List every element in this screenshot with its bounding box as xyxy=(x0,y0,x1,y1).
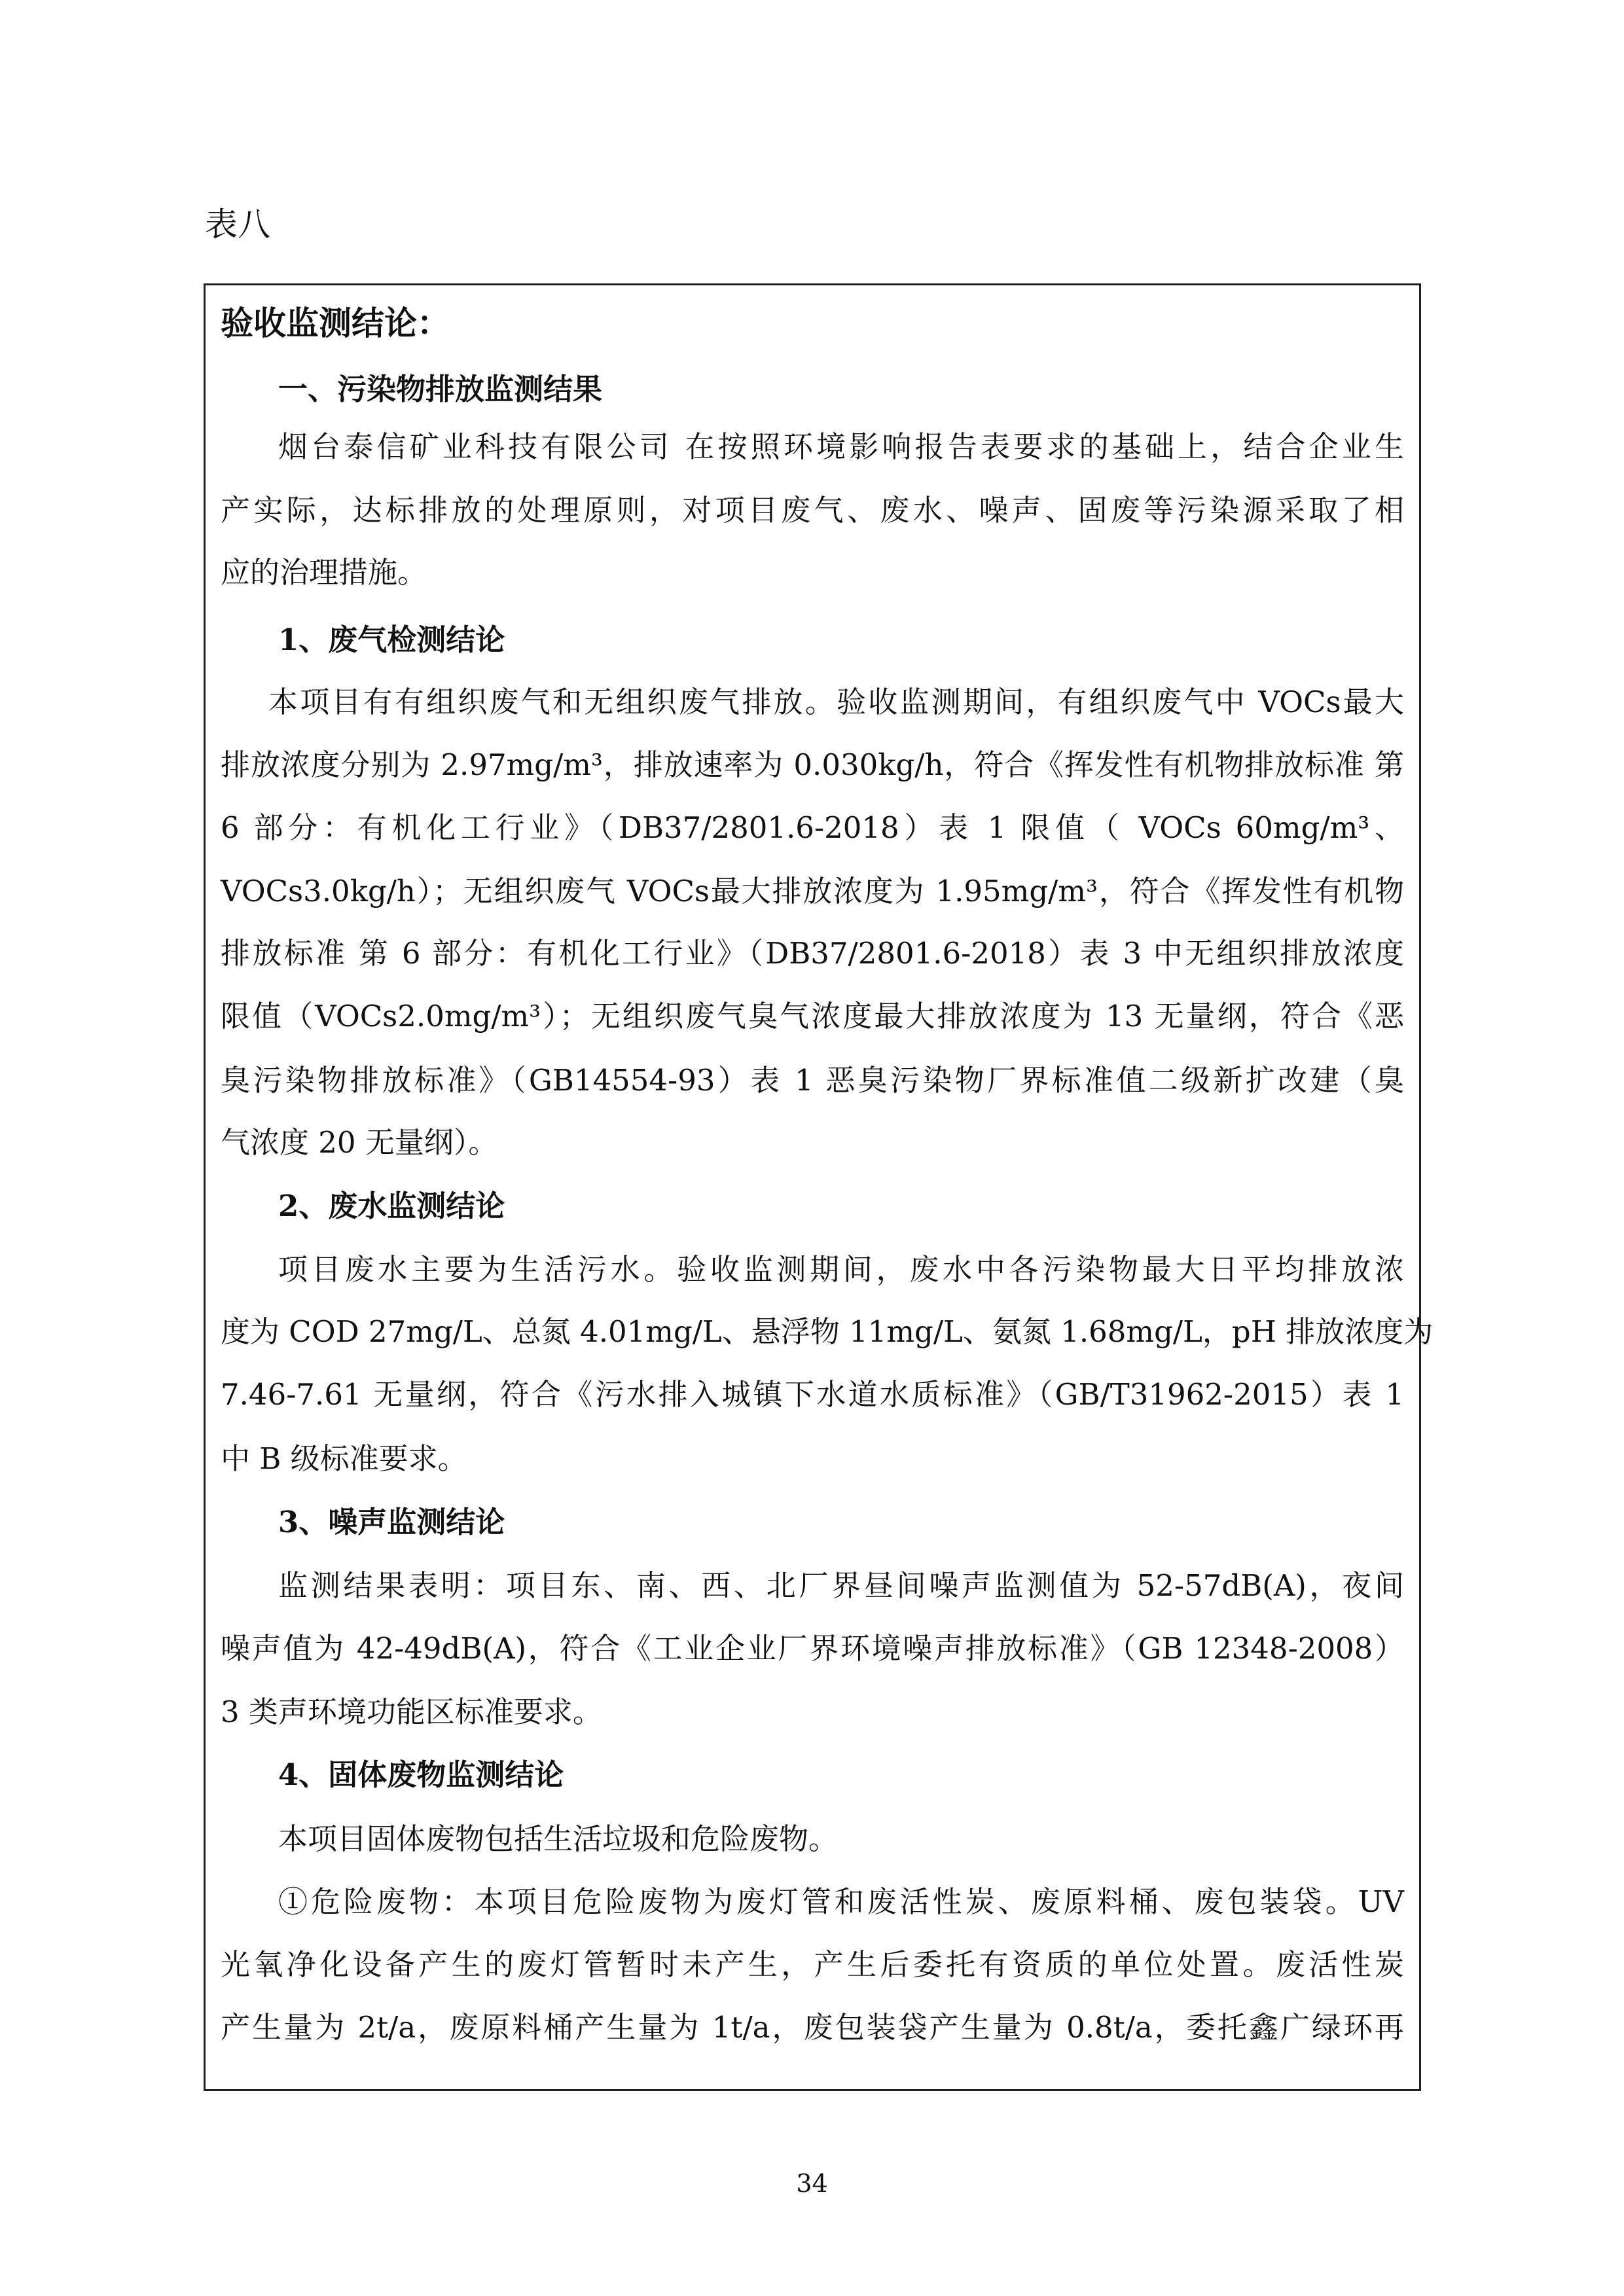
gas-line: 排放浓度分别为 2.97mg/m³，排放速率为 0.030kg/h，符合《挥发性有机物排放标准 第 xyxy=(221,747,1404,782)
gas-line: 限值（VOCs2.0mg/m³）；无组织废气臭气浓度最大排放浓度为 13 无量纲，符合《恶 xyxy=(221,999,1404,1033)
solid-line: 光氧净化设备产生的废灯管暂时未产生，产生后委托有资质的单位处置。废活性炭 xyxy=(221,1947,1404,1982)
solid-line: 产生量为 2t/a，废原料桶产生量为 1t/a，废包装袋产生量为 0.8t/a，委托鑫广绿环再 xyxy=(221,2010,1404,2045)
gas-line: 排放标准 第 6 部分：有机化工行业》（DB37/2801.6-2018）表 3 中无组织排放浓度 xyxy=(221,936,1404,971)
water-heading: 2、废水监测结论 xyxy=(278,1189,505,1223)
noise-line: 监测结果表明：项目东、南、西、北厂界昼间噪声监测值为 52-57dB(A)，夜间 xyxy=(278,1568,1404,1603)
solid-heading: 4、固体废物监测结论 xyxy=(278,1757,564,1792)
gas-line: VOCs3.0kg/h）；无组织废气 VOCs最大排放浓度为 1.95mg/m³，符合《挥发性有机物 xyxy=(221,874,1404,908)
gas-line: 臭污染物排放标准》（GB14554-93）表 1 恶臭污染物厂界标准值二级新扩改建（臭 xyxy=(221,1063,1404,1098)
intro-line: 烟台泰信矿业科技有限公司 在按照环境影响报告表要求的基础上，结合企业生 xyxy=(278,429,1404,464)
water-line: 项目废水主要为生活污水。验收监测期间，废水中各污染物最大日平均排放浓 xyxy=(278,1252,1404,1287)
solid-line: 本项目固体废物包括生活垃圾和危险废物。 xyxy=(278,1821,839,1856)
gas-line: 6 部分：有机化工行业》（DB37/2801.6-2018）表 1 限值（ VOCs 60mg/m³、 xyxy=(221,810,1404,845)
noise-line: 噪声值为 42-49dB(A)，符合《工业企业厂界环境噪声排放标准》（GB 12348-2008） xyxy=(221,1631,1404,1666)
table-label: 表八 xyxy=(205,206,270,243)
water-line: 7.46-7.61 无量纲，符合《污水排入城镇下水道水质标准》（GB/T31962-2015）表 1 xyxy=(221,1377,1404,1412)
subsection-heading: 一、污染物排放监测结果 xyxy=(278,372,603,406)
gas-line: 气浓度 20 无量纲）。 xyxy=(221,1125,498,1160)
solid-line: ①危险废物：本项目危险废物为废灯管和废活性炭、废原料桶、废包装袋。UV xyxy=(278,1884,1404,1919)
intro-line: 产实际，达标排放的处理原则，对项目废气、废水、噪声、固废等污染源采取了相 xyxy=(221,493,1404,528)
noise-line: 3 类声环境功能区标准要求。 xyxy=(221,1695,602,1729)
gas-heading: 1、废气检测结论 xyxy=(278,622,505,657)
water-line: 中 B 级标准要求。 xyxy=(221,1441,467,1476)
water-line: 度为 COD 27mg/L、总氮 4.01mg/L、悬浮物 11mg/L、氨氮 1.68mg/L，pH 排放浓度为 xyxy=(221,1314,1434,1349)
intro-line: 应的治理措施。 xyxy=(221,555,427,590)
page-number: 34 xyxy=(796,2169,828,2198)
gas-line: 本项目有有组织废气和无组织废气排放。验收监测期间，有组织废气中 VOCs最大 xyxy=(268,685,1404,719)
noise-heading: 3、噪声监测结论 xyxy=(278,1505,505,1539)
section-title: 验收监测结论： xyxy=(221,304,450,342)
